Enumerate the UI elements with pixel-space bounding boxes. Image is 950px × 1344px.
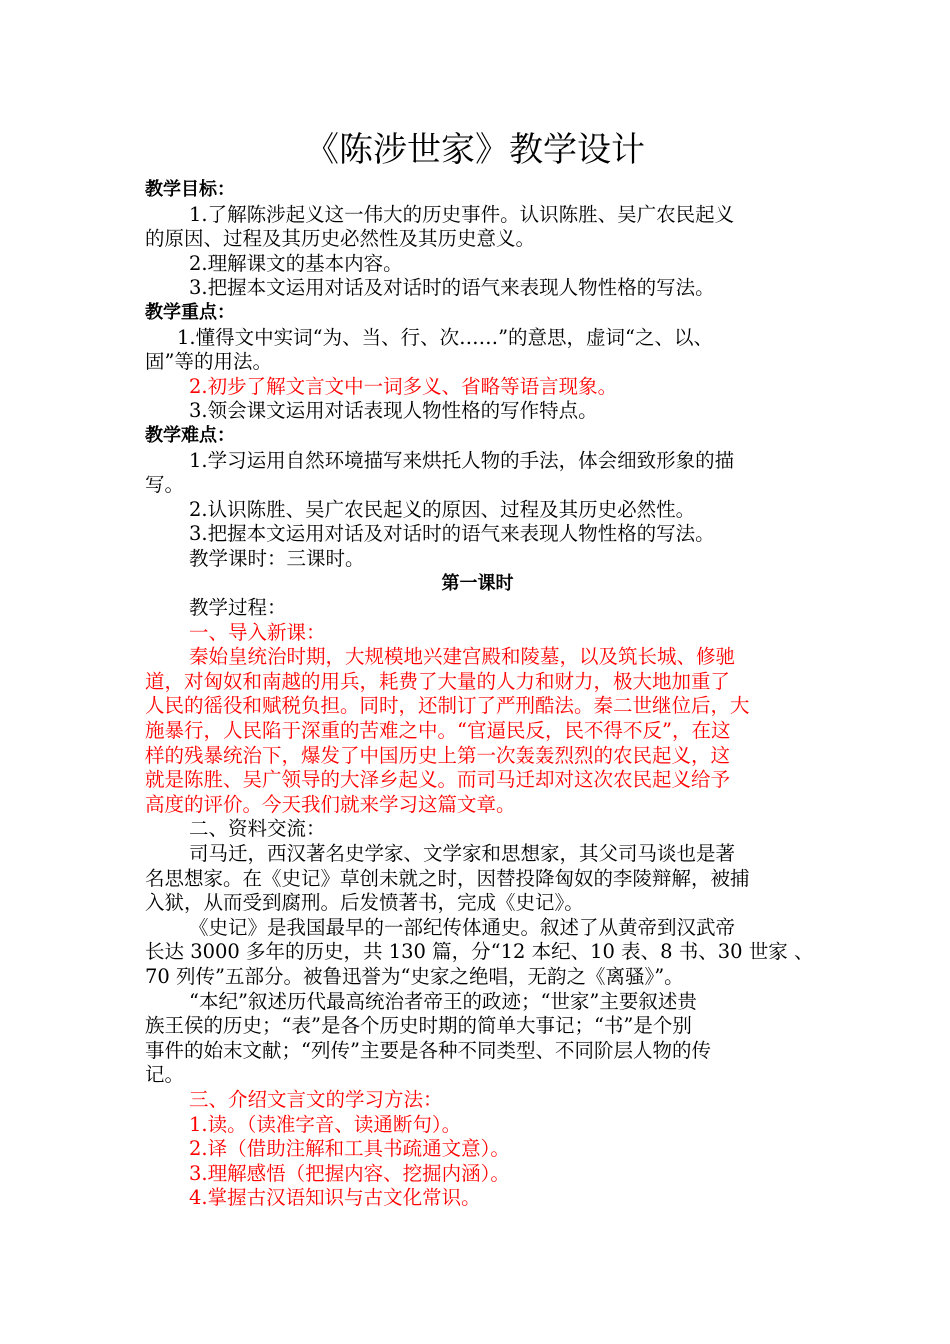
text-line: 司马迁，西汉著名史学家、文学家和思想家，其父司马谈也是著 <box>189 842 736 866</box>
text-line: 2.初步了解文言文中一词多义、省略等语言现象。 <box>189 374 618 398</box>
text-line: 施暴行，人民陷于深重的苦难之中。“官逼民反，民不得不反”，在这 <box>145 719 731 743</box>
text-line: 族王侯的历史；“表”是各个历史时期的简单大事记；“书”是个别 <box>145 1014 692 1038</box>
text-line: 记。 <box>145 1063 185 1087</box>
text-line: 1.懂得文中实词“为、当、行、次……”的意思，虚词“之、以、 <box>177 325 714 349</box>
text-line: “本纪”叙述历代最高统治者帝王的政迹；“世家”主要叙述贵 <box>189 989 697 1013</box>
section-heading: 教学重点： <box>145 301 235 323</box>
section-heading: 第一课时 <box>441 572 514 594</box>
document-title: 《陈涉世家》教学设计 <box>305 130 645 170</box>
text-line: 1.读。（读准字音、读通断句）。 <box>189 1112 462 1136</box>
text-line: 道，对匈奴和南越的用兵，耗费了大量的人力和财力，极大地加重了 <box>145 669 731 693</box>
text-line: 《史记》是我国最早的一部纪传体通史。叙述了从黄帝到汉武帝 <box>189 915 736 939</box>
text-line: 固”等的用法。 <box>145 350 272 374</box>
text-line: 一、导入新课： <box>189 620 326 644</box>
text-line: 名思想家。在《史记》草创未就之时，因替投降匈奴的李陵辩解，被捕 <box>145 866 750 890</box>
text-line: 70 列传”五部分。被鲁迅誉为“史家之绝唱，无韵之《离骚》”。 <box>145 965 684 988</box>
text-line: 3.领会课文运用对话表现人物性格的写作特点。 <box>189 399 598 423</box>
text-line: 3.理解感悟（把握内容、挖掘内涵）。 <box>189 1161 510 1185</box>
text-line: 2.译（借助注解和工具书疏通文意）。 <box>189 1137 510 1161</box>
text-line: 事件的始末文献；“列传”主要是各种不同类型、不同阶层人物的传 <box>145 1038 711 1062</box>
text-line: 长达 3000 多年的历史，共 130 篇，分“12 本纪、10 表、8 书、30 世家 、 <box>145 940 814 964</box>
text-line: 2.理解课文的基本内容。 <box>189 251 403 275</box>
text-line: 人民的徭役和赋税负担。同时，还制订了严刑酷法。秦二世继位后，大 <box>145 694 750 718</box>
text-line: 二、资料交流： <box>189 817 326 841</box>
section-heading: 教学目标： <box>145 179 235 200</box>
text-line: 高度的评价。今天我们就来学习这篇文章。 <box>145 792 516 816</box>
document-body <box>145 178 814 1211</box>
text-line: 样的残暴统治下，爆发了中国历史上第一次轰轰烈烈的农民起义，这 <box>145 743 731 767</box>
text-line: 秦始皇统治时期，大规模地兴建宫殿和陵墓，以及筑长城、修驰 <box>189 645 736 669</box>
text-line: 4.掌握古汉语知识与古文化常识。 <box>189 1186 481 1210</box>
text-line: 2.认识陈胜、吴广农民起义的原因、过程及其历史必然性。 <box>189 497 696 521</box>
text-line: 入狱，从而受到腐刑。后发愤著书，完成《史记》。 <box>145 891 584 915</box>
text-line: 就是陈胜、吴广领导的大泽乡起义。而司马迁却对这次农民起义给予 <box>145 768 731 792</box>
text-line: 的原因、过程及其历史必然性及其历史意义。 <box>145 227 536 251</box>
text-line: 教学过程： <box>189 596 287 620</box>
text-line: 教学课时：三课时。 <box>189 546 365 570</box>
section-heading: 教学难点： <box>145 424 235 446</box>
text-line: 写。 <box>145 473 185 497</box>
text-line: 1.了解陈涉起义这一伟大的历史事件。认识陈胜、吴广农民起义 <box>189 202 735 226</box>
text-line: 1.学习运用自然环境描写来烘托人物的手法，体会细致形象的描 <box>189 448 735 472</box>
text-line: 3.把握本文运用对话及对话时的语气来表现人物性格的写法。 <box>189 522 715 546</box>
text-line: 3.把握本文运用对话及对话时的语气来表现人物性格的写法。 <box>189 276 715 300</box>
text-line: 三、介绍文言文的学习方法： <box>189 1087 443 1111</box>
